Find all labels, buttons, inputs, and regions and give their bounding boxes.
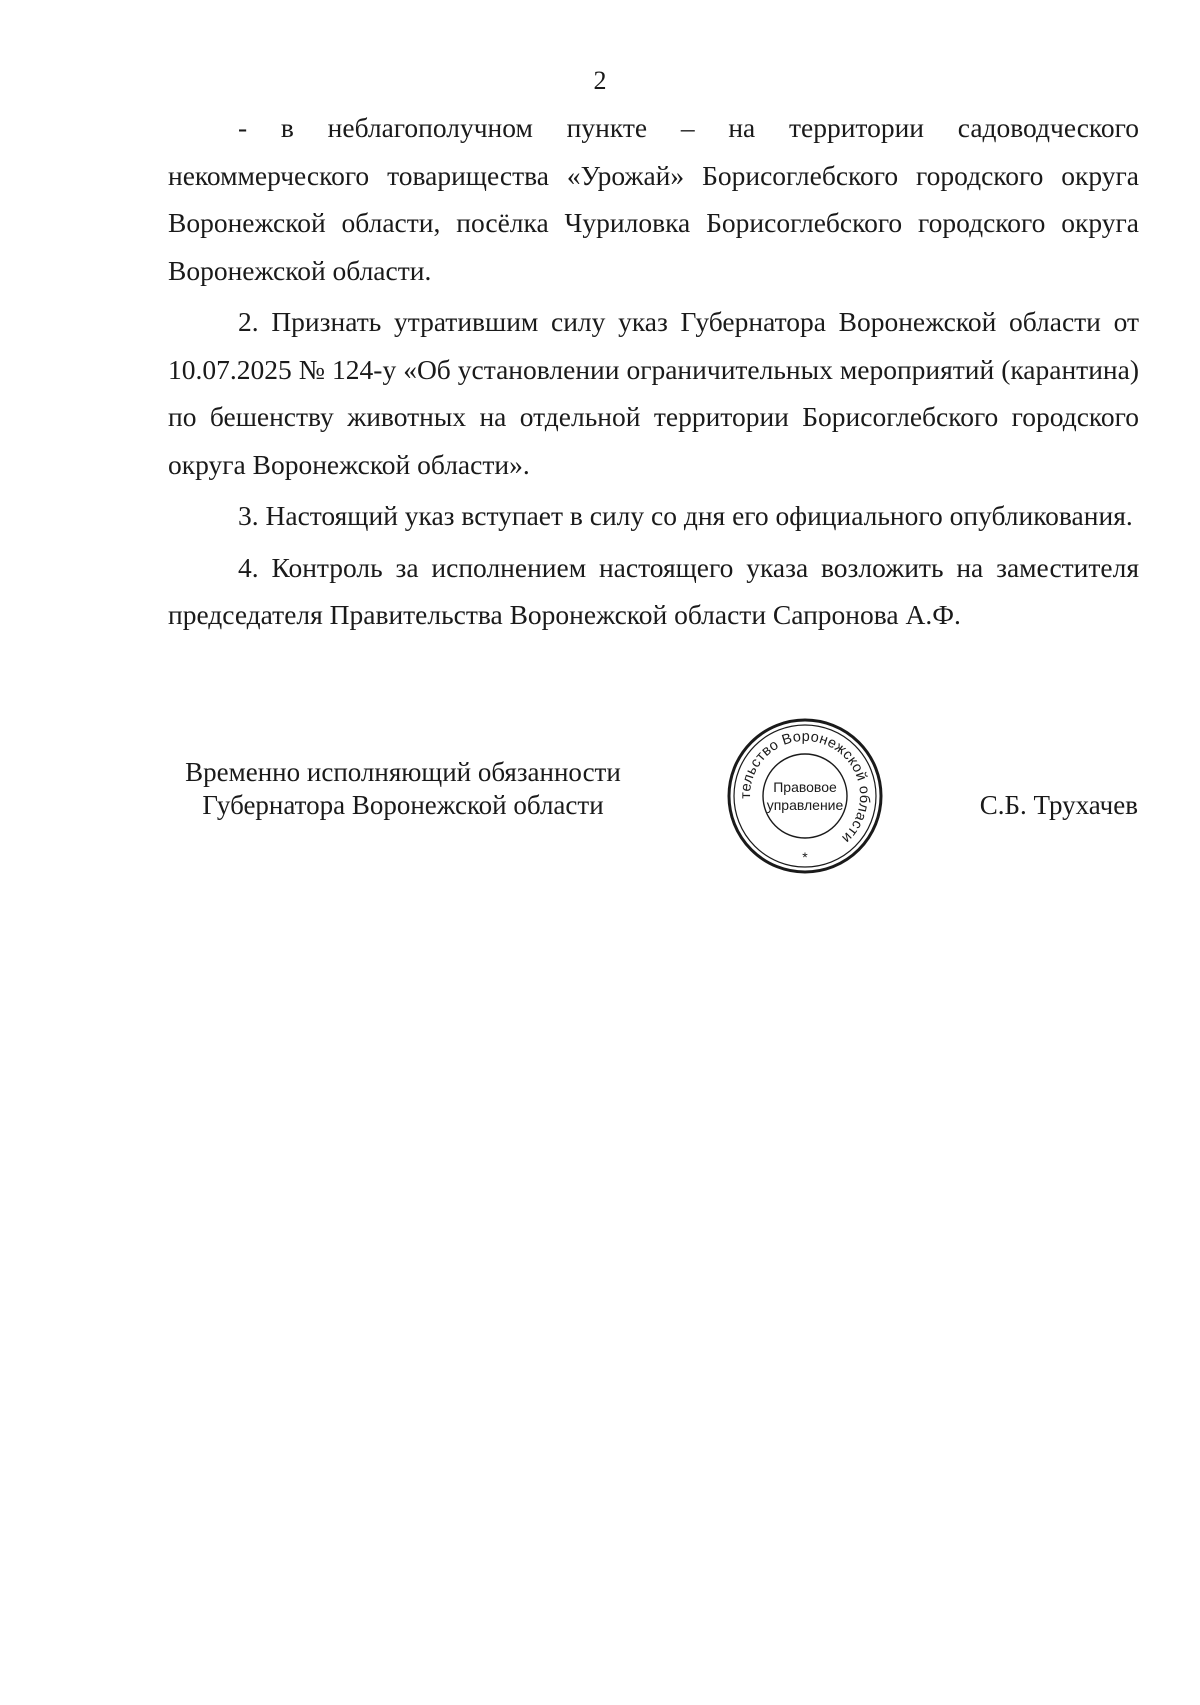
stamp-center-line-1: Правовое	[773, 779, 837, 795]
signer-name: С.Б. Трухачев	[979, 790, 1138, 820]
stamp-seal-icon	[725, 716, 885, 876]
paragraph-entry-into-force: 3. Настоящий указ вступает в силу со дня его официального опубликования.	[238, 500, 1133, 531]
stamp-center-line-2: управление	[766, 797, 844, 813]
signatory-position-line-1: Временно исполняющий обязанности	[185, 757, 621, 787]
page-number: 2	[593, 66, 607, 95]
signatory-position-line-2: Губернатора Воронежской области	[202, 790, 604, 820]
signatory-position	[168, 756, 638, 822]
paragraph-control: 4. Контроль за исполнением настоящего указа возложить на заместителя председателя Правительства Воронежской области Сапронова А.Ф.	[168, 551, 1139, 630]
paragraph-affected-area: - в неблагополучном пункте – на территории садоводческого некоммерческого товарищества «Урожай» Борисоглебского городского округа Воронежской области, посёлка Чуриловка Борисоглебского городского округа Воронежской области.	[168, 112, 1139, 286]
official-stamp	[725, 716, 885, 876]
document-body	[168, 104, 1139, 639]
stamp-star: *	[802, 849, 808, 865]
stamp-ring-text: тельство Воронежской области	[737, 728, 873, 847]
paragraph-repeal-decree: 2. Признать утратившим силу указ Губернатора Воронежской области от 10.07.2025 № 124-у «Об установлении ограничительных мероприятий (карантина) по бешенству животных на отдельной территории Борисоглебского городского округа Воронежской области».	[168, 306, 1139, 480]
